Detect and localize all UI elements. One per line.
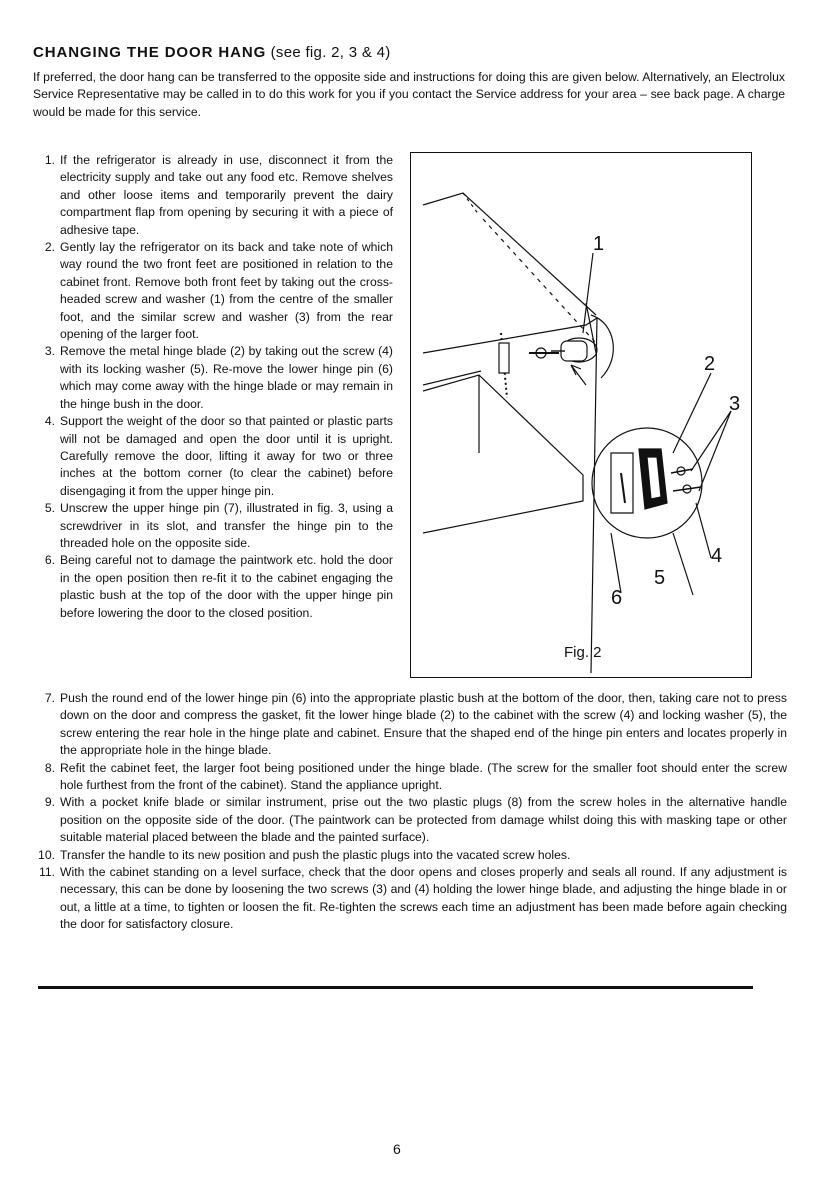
step-text: Gently lay the refrigerator on its back and take note of which way round the two front feet are positioned in relation to the cabinet front. Remove both front feet by taking out the cross-headed screw and washer (1) from the centre of the smaller foot, and the similar screw and washer (3) from the rear opening of the larger foot. [60,240,393,342]
page-number: 6 [393,1141,401,1157]
step-5 [33,500,393,552]
step-6 [33,552,393,622]
steps-list-upper [33,152,393,622]
figure-caption: Fig. 2 [564,644,602,661]
callout-4: 4 [711,545,723,567]
step-8 [33,760,787,795]
step-number: 4. [44,414,55,429]
intro-paragraph: If preferred, the door hang can be transferred to the opposite side and instructions for doing this are given below. Alternatively, an Electrolux Service Representative may be called in to do this work for you if you contact the Service address for your area – see back page. A charge would be made for this service. [33,70,785,119]
step-text: Refit the cabinet feet, the larger foot being positioned under the hinge blade. (The screw for the smaller foot should enter the screw hole furthest from the front of the cabinet). Stand the appliance upright. [60,760,787,793]
step-11 [33,864,787,934]
step-text: With a pocket knife blade or similar instrument, prise out the two plastic plugs (8) from the screw holes in the alternative handle position on the opposite side of the door. (The paintwork can be protected from damage whilst doing this with masking tape or other suitable material placed between the blade and the painted surface). [60,795,787,845]
step-4 [33,413,393,500]
step-number: 5. [44,501,55,516]
step-2 [33,239,393,343]
step-text: Support the weight of the door so that painted or plastic parts will not be damaged and open the door until it is upright. Carefully remove the door, lifting it away for two or three inches at the bottom corner (to clear the cabinet) before disengaging it from the upper hinge pin. [60,414,393,498]
figure-2 [410,152,752,678]
step-10 [33,847,787,864]
step-number: 2. [44,240,55,255]
step-number: 3. [44,344,55,359]
footer-divider [38,986,753,989]
step-number: 1. [44,153,55,167]
step-number: 8. [44,760,55,775]
hinge-illustration [411,153,751,677]
step-number: 6. [44,553,55,568]
callout-6: 6 [611,587,623,609]
step-3 [33,343,393,413]
step-9 [33,794,787,846]
callout-3: 3 [729,393,741,415]
callout-2: 2 [704,353,716,375]
step-text: Push the round end of the lower hinge pin (6) into the appropriate plastic bush at the bottom of the door, then, taking care not to press down on the door and compress the gasket, fit the lower hinge blade (2) to the cabinet with the screw (4) and locking washer (5), the screw entering the rear hole in the hinge plate and cabinet. Ensure that the shaped end of the hinge pin enters and locates properly in the appropriate hole in the hinge blade. [60,691,787,758]
section-title: CHANGING THE DOOR HANG [33,44,267,61]
steps-list-lower [33,690,787,934]
step-number: 7. [44,691,55,705]
section-heading [33,44,391,61]
step-text: With the cabinet standing on a level surface, check that the door opens and closes properly and seals all round. If any adjustment is necessary, this can be done by loosening the two screws (3) and (4) holding the lower hinge blade, and adjusting the hinge blade in or out, a little at a time, to tighten or loosen the fit. Re-tighten the screws each time an adjustment has been made before again checking the door for satisfactory closure. [60,865,787,932]
callout-1: 1 [593,233,605,255]
step-text: Transfer the handle to its new position and push the plastic plugs into the vacated screw holes. [60,847,571,862]
step-1 [33,152,393,239]
step-text: Being careful not to damage the paintwork etc. hold the door in the open position then re-fit it to the cabinet engaging the plastic bush at the top of the door with the upper hinge pin before lowering the door to the closed position. [60,553,393,620]
callout-5: 5 [654,567,666,589]
step-7 [33,690,787,760]
step-text: If the refrigerator is already in use, disconnect it from the electricity supply and take out any food etc. Remove shelves and other loose items and temporarily prevent the dairy compartment flap from opening by securing it with a piece of adhesive tape. [60,153,393,237]
step-number: 9. [44,795,55,810]
step-number: 10. [38,847,55,862]
step-number: 11. [38,865,55,880]
step-text: Remove the metal hinge blade (2) by taking out the screw (4) with its locking washer (5). Re-move the lower hinge pin (6) which may come away with the hinge blade or may remain in the hinge bush in the door. [60,344,393,411]
section-figure-reference: (see fig. 2, 3 & 4) [270,44,391,61]
step-text: Unscrew the upper hinge pin (7), illustrated in fig. 3, using a screwdriver in its slot, and transfer the hinge pin to the threaded hole on the opposite side. [60,501,393,550]
